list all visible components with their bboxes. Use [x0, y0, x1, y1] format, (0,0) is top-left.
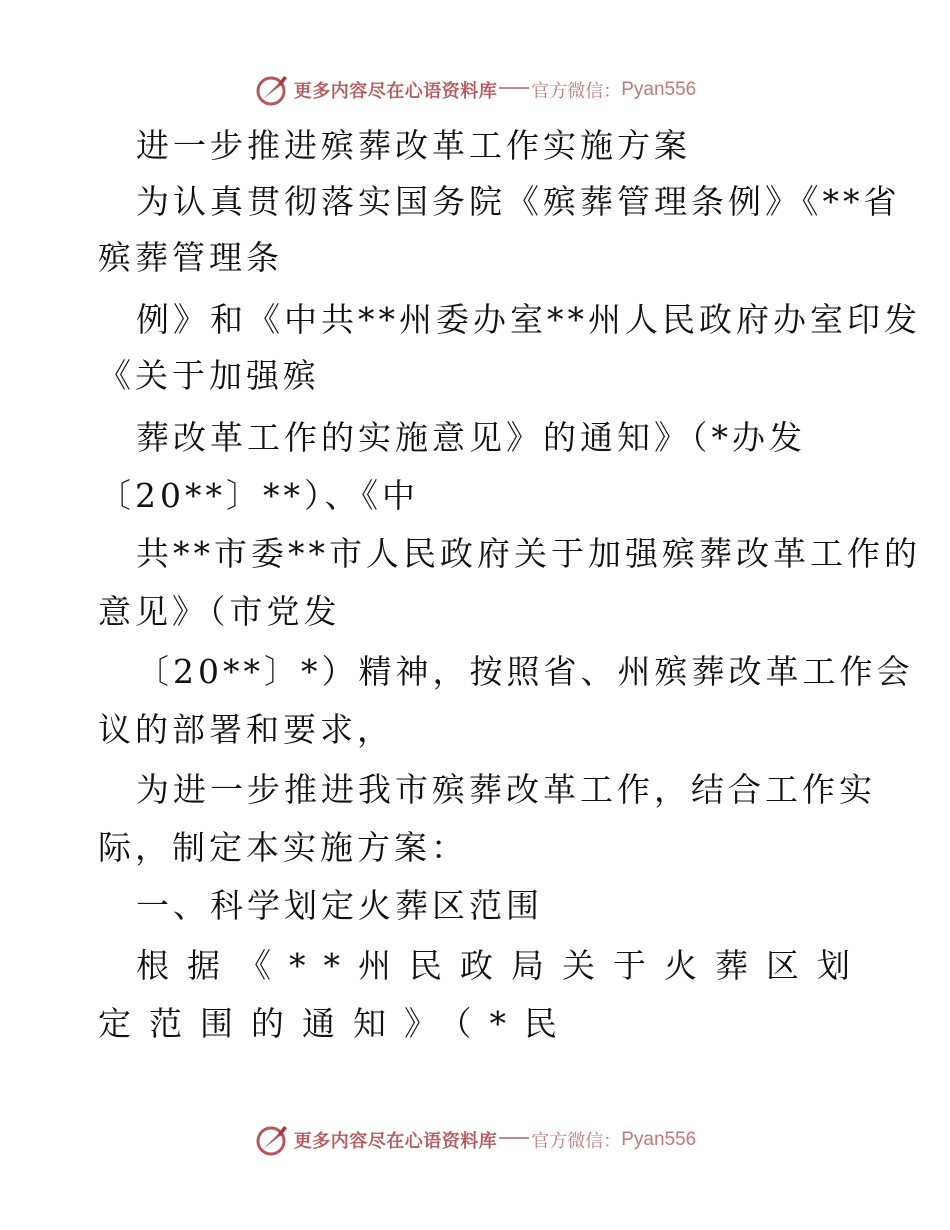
header-watermark: [0, 70, 950, 110]
paragraph-line: 为进一步推进我市殡葬改革工作，结合工作实: [136, 770, 876, 809]
watermark-account: Pyan556: [621, 1129, 697, 1150]
watermark-label: 官方微信：: [531, 81, 622, 102]
paragraph-line: 《关于加强殡: [98, 356, 320, 395]
quill-logo-icon: [254, 72, 290, 108]
paragraph-line: 为认真贯彻落实国务院《殡葬管理条例》《**省: [136, 182, 901, 221]
paragraph-line: 定范围的通知》（*民: [98, 1004, 575, 1043]
watermark-label: 官方微信：: [531, 1131, 622, 1152]
document-title: 进一步推进殡葬改革工作实施方案: [136, 126, 691, 165]
paragraph-line: 葬改革工作的实施意见》的通知》（*办发: [136, 418, 806, 457]
watermark-separator: [499, 1137, 529, 1139]
paragraph-line: 共**市委**市人民政府关于加强殡葬改革工作的: [136, 534, 921, 573]
watermark-brand: 更多内容尽在心语资料库: [293, 1131, 498, 1152]
paragraph-line: 例》和《中共**州委办室**州人民政府办室印发: [136, 300, 921, 339]
footer-watermark: [0, 1120, 950, 1160]
watermark-brand: 更多内容尽在心语资料库: [293, 81, 498, 102]
paragraph-line: 际，制定本实施方案：: [98, 828, 468, 867]
paragraph-line: 根据《**州民政局关于火葬区划: [136, 946, 868, 985]
section-heading: 一、科学划定火葬区范围: [136, 886, 543, 925]
watermark-separator: [499, 87, 529, 89]
paragraph-line: 殡葬管理条: [98, 238, 283, 277]
paragraph-line: 〔20**〕*）精神，按照省、州殡葬改革工作会: [136, 652, 914, 691]
quill-logo-icon: [254, 1122, 290, 1158]
paragraph-line: 议的部署和要求，: [98, 710, 394, 749]
watermark-account: Pyan556: [621, 79, 697, 100]
paragraph-line: 意见》（市党发: [98, 592, 341, 631]
paragraph-line: 〔20**〕**）、《中: [98, 476, 419, 515]
